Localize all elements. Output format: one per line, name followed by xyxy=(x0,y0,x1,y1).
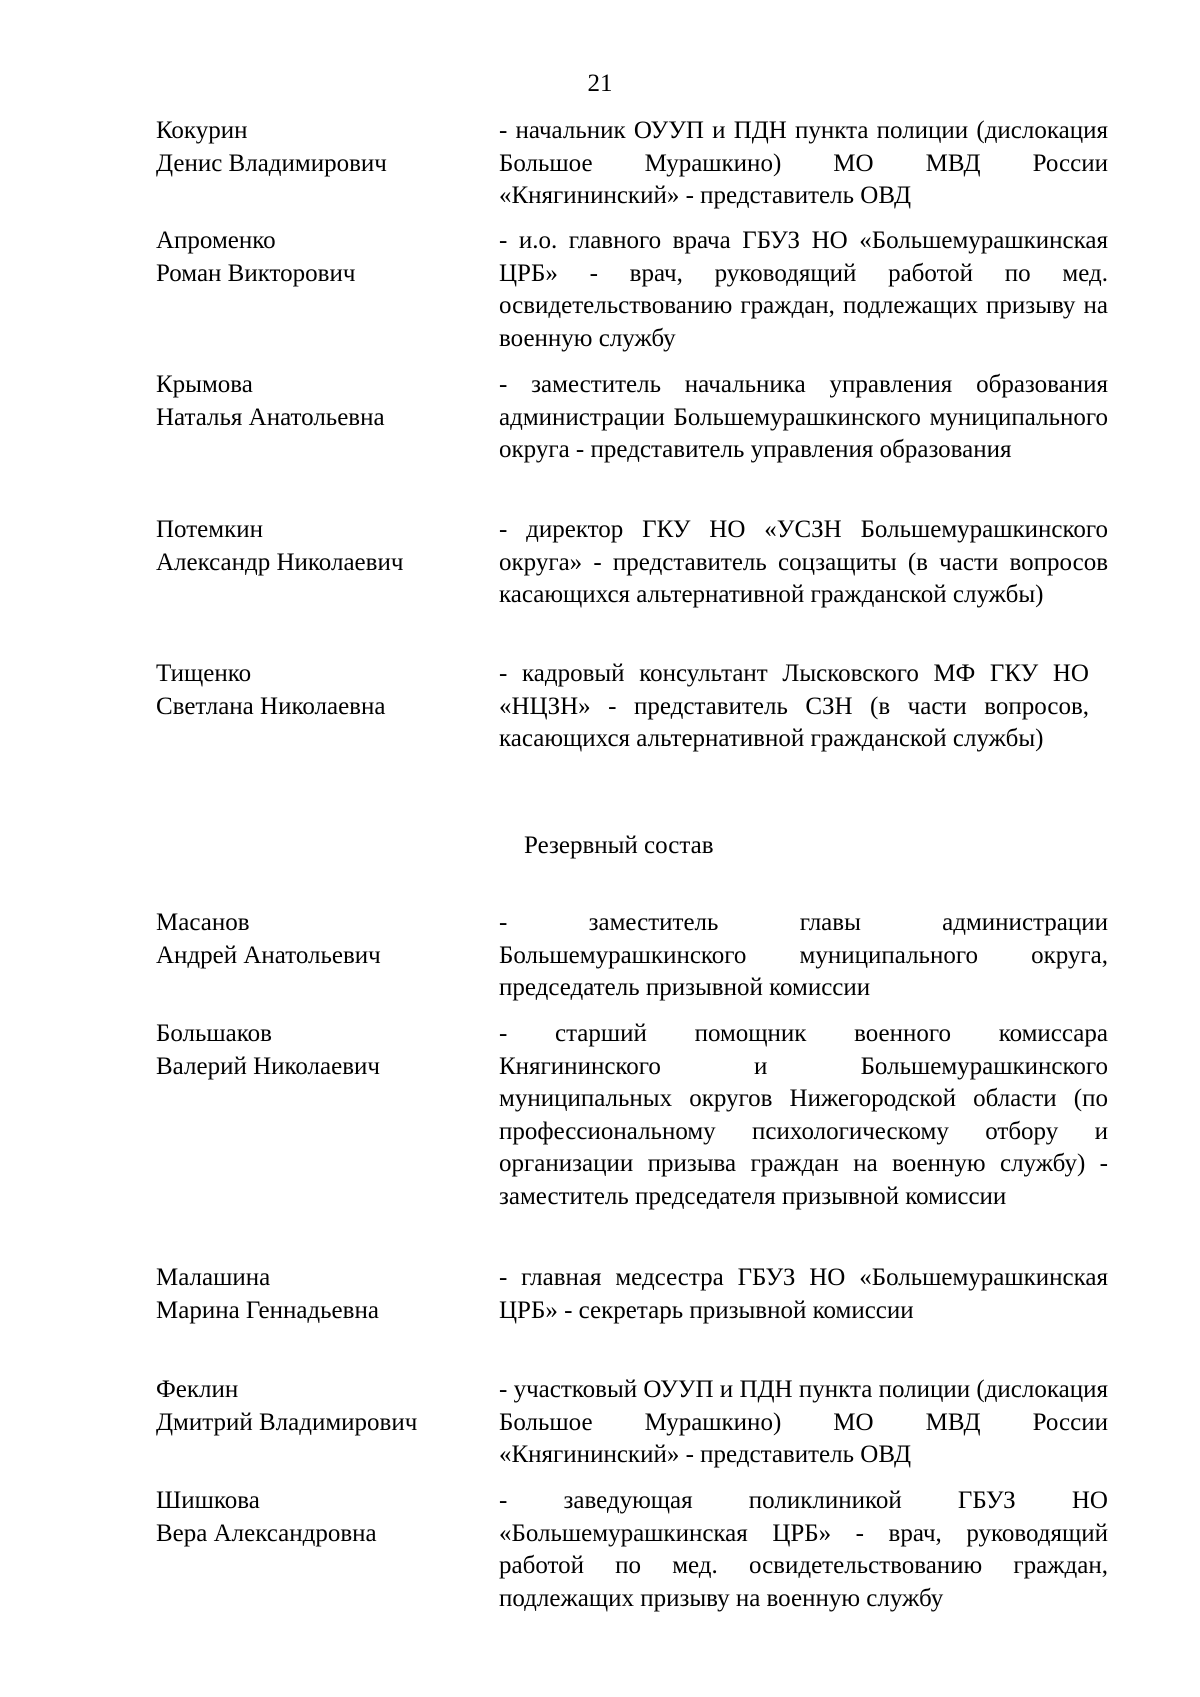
member-name xyxy=(156,1485,476,1550)
member-surname: Крымова xyxy=(156,371,253,398)
member-role: - участковый ОУУП и ПДН пункта полиции (дислокация Большое Мурашкино) МО МВД России «Княгининский» - представитель ОВД xyxy=(499,1376,1108,1468)
member-name xyxy=(156,225,476,290)
member-name xyxy=(156,1262,476,1327)
member-surname: Масанов xyxy=(156,909,250,936)
member-role: - старший помощник военного комиссара Княгининского и Большемурашкинского муниципальных округов Нижегородской области (по профессиональному психологическому отбору и организации призыва граждан на военную службу) - заместитель председателя призывной комиссии xyxy=(499,1020,1108,1210)
member-role: - и.о. главного врача ГБУЗ НО «Большемурашкинская ЦРБ» - врач, руководящий работой по мед. освидетельствованию граждан, подлежащих призыву на военную службу xyxy=(499,227,1108,352)
member-surname: Тищенко xyxy=(156,660,252,687)
member-surname: Шишкова xyxy=(156,1487,260,1514)
member-given-names: Вера Александровна xyxy=(156,1519,377,1547)
member-surname: Феклин xyxy=(156,1376,239,1403)
member-role: - главная медсестра ГБУЗ НО «Большемурашкинская ЦРБ» - секретарь призывной комиссии xyxy=(499,1264,1108,1324)
member-name xyxy=(156,1374,476,1439)
member-name xyxy=(156,907,476,972)
member-role: - начальник ОУУП и ПДН пункта полиции (дислокация Большое Мурашкино) МО МВД России «Княгининский» - представитель ОВД xyxy=(499,117,1108,209)
member-given-names: Наталья Анатольевна xyxy=(156,403,385,431)
member-given-names: Валерий Николаевич xyxy=(156,1052,380,1080)
member-surname: Апроменко xyxy=(156,227,276,254)
member-surname: Кокурин xyxy=(156,117,248,144)
member-name xyxy=(156,1018,476,1083)
member-role: - кадровый консультант Лысковского МФ ГКУ НО «НЦЗН» - представитель СЗН (в части вопросов, касающихся альтернативной гражданской службы) xyxy=(499,660,1089,752)
member-surname: Малашина xyxy=(156,1264,271,1291)
page-number: 21 xyxy=(587,70,613,97)
member-name xyxy=(156,369,476,434)
member-name xyxy=(156,658,476,723)
member-role: - заведующая поликлиникой ГБУЗ НО «Большемурашкинская ЦРБ» - врач, руководящий работой по мед. освидетельствованию граждан, подлежащих призыву на военную службу xyxy=(499,1487,1108,1612)
member-role: - заместитель главы администрации Большемурашкинского муниципального округа, председатель призывной комиссии xyxy=(499,909,1108,1001)
member-given-names: Марина Геннадьевна xyxy=(156,1296,379,1324)
member-role: - директор ГКУ НО «УСЗН Большемурашкинского округа» - представитель соцзащиты (в части вопросов касающихся альтернативной гражданской службы) xyxy=(499,516,1108,608)
member-surname: Большаков xyxy=(156,1020,272,1047)
member-given-names: Андрей Анатольевич xyxy=(156,941,381,969)
member-name xyxy=(156,115,476,180)
member-given-names: Дмитрий Владимирович xyxy=(156,1408,418,1436)
member-surname: Потемкин xyxy=(156,516,263,543)
member-given-names: Денис Владимирович xyxy=(156,149,387,177)
member-role: - заместитель начальника управления образования администрации Большемурашкинского муниципального округа - представитель управления образования xyxy=(499,371,1108,463)
member-name xyxy=(156,514,476,579)
member-given-names: Светлана Николаевна xyxy=(156,692,386,720)
reserve-section-title: Резервный состав xyxy=(524,832,714,859)
member-given-names: Роман Викторович xyxy=(156,259,356,287)
member-given-names: Александр Николаевич xyxy=(156,548,404,576)
